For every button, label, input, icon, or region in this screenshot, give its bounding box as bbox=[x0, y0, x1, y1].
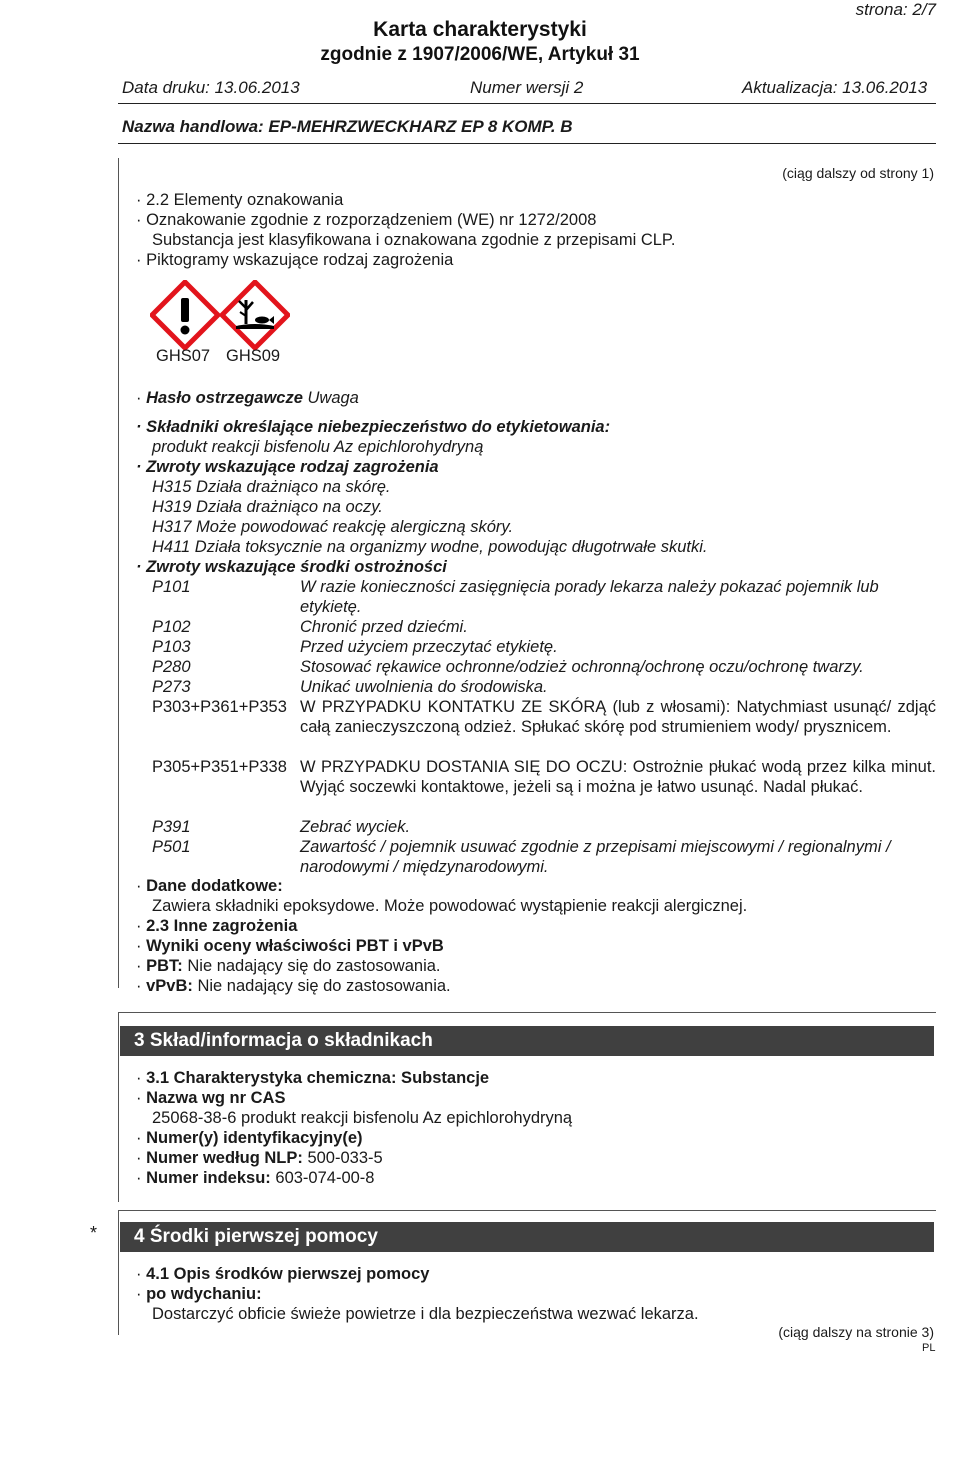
header-divider bbox=[118, 103, 936, 104]
precautionary-statements-label: · Zwroty wskazujące środki ostrożności bbox=[136, 558, 447, 576]
identifiers-label: · Numer(y) identyfikacyjny(e) bbox=[136, 1129, 363, 1147]
p-text: Stosować rękawice ochronne/odzież ochronną/ochronę oczu/ochronę twarzy. bbox=[300, 658, 864, 676]
regulation-line: · Oznakowanie zgodnie z rozporządzeniem (WE) nr 1272/2008 bbox=[136, 211, 597, 229]
p-code: P391 bbox=[152, 818, 191, 836]
continued-to: (ciąg dalszy na stronie 3) bbox=[778, 1324, 934, 1340]
pictograms-label: · Piktogramy wskazujące rodzaj zagrożenia bbox=[136, 251, 454, 269]
section-4-frame-left bbox=[118, 1210, 119, 1335]
p-text: W PRZYPADKU KONTATKU ZE SKÓRĄ (lub z włosami): Natychmiast usunąć/ zdjąć całą zanieczyszczoną odzież. Spłukać skórę pod strumieniem wody/ prysznicem. bbox=[300, 698, 936, 736]
p-code: P305+P351+P338 bbox=[152, 758, 287, 776]
update-date: Aktualizacja: 13.06.2013 bbox=[742, 78, 928, 97]
p-text: Unikać uwolnienia do środowiska. bbox=[300, 678, 548, 696]
inhalation-text: Dostarczyć obficie świeże powietrze i dla bezpieczeństwa wezwać lekarza. bbox=[152, 1305, 699, 1323]
section-2-2-heading: · 2.2 Elementy oznakowania bbox=[136, 191, 344, 209]
additional-data-text: Zawiera składniki epoksydowe. Może powodować wystąpienie reakcji alergicznej. bbox=[152, 897, 748, 915]
p-text: W razie konieczności zasięgnięcia porady lekarza należy pokazać pojemnik lub etykietę. bbox=[300, 578, 879, 616]
pictogram-label-ghs07: GHS07 bbox=[156, 347, 211, 365]
p-code: P273 bbox=[152, 678, 191, 696]
language-code: PL bbox=[922, 1342, 936, 1354]
section-3-frame-top bbox=[118, 1012, 936, 1013]
continued-from: (ciąg dalszy od strony 1) bbox=[782, 165, 934, 181]
signal-word-line: · Hasło ostrzegawcze Uwaga bbox=[136, 389, 359, 407]
section-4-frame-top bbox=[118, 1210, 936, 1211]
hazard-statement: H317 Może powodować reakcję alergiczną skóry. bbox=[152, 518, 514, 536]
document-subtitle: zgodnie z 1907/2006/WE, Artykuł 31 bbox=[320, 44, 640, 65]
section-4-title: 4 Środki pierwszej pomocy bbox=[120, 1222, 934, 1252]
p-code: P303+P361+P353 bbox=[152, 698, 287, 716]
revision-marker: * bbox=[90, 1223, 98, 1243]
pictogram-label-ghs09: GHS09 bbox=[226, 347, 281, 365]
cas-value: 25068-38-6 produkt reakcji bisfenolu Az epichlorohydryną bbox=[152, 1109, 573, 1127]
nlp-number: · Numer według NLP: 500-033-5 bbox=[136, 1149, 383, 1167]
section-3-title: 3 Skład/informacja o składnikach bbox=[120, 1026, 934, 1056]
section-3-frame-left bbox=[118, 1012, 119, 1202]
section-2-3-heading: · 2.3 Inne zagrożenia bbox=[136, 917, 298, 935]
version-number: Numer wersji 2 bbox=[470, 78, 584, 97]
ghs09-environment-icon bbox=[220, 280, 290, 350]
trade-name: Nazwa handlowa: EP-MEHRZWECKHARZ EP 8 KOMP. B bbox=[122, 117, 573, 136]
p-text: Zawartość / pojemnik usuwać zgodnie z przepisami miejscowymi / regionalnymi / narodowymi / międzynarodowymi. bbox=[300, 838, 891, 876]
cas-label: · Nazwa wg nr CAS bbox=[136, 1089, 286, 1107]
trade-divider bbox=[118, 143, 936, 144]
additional-data-label: · Dane dodatkowe: bbox=[136, 877, 283, 895]
p-code: P501 bbox=[152, 838, 191, 856]
p-code: P102 bbox=[152, 618, 191, 636]
components-label: · Składniki określające niebezpieczeństwo do etykietowania: bbox=[136, 418, 611, 436]
chemical-characterization: · 3.1 Charakterystyka chemiczna: Substancje bbox=[136, 1069, 490, 1087]
ghs07-exclamation-icon bbox=[150, 280, 220, 350]
document-title: Karta charakterystyki bbox=[373, 18, 587, 41]
hazard-statements-label: · Zwroty wskazujące rodzaj zagrożenia bbox=[136, 458, 439, 476]
hazard-statement: H411 Działa toksycznie na organizmy wodne, powodując długotrwałe skutki. bbox=[152, 538, 708, 556]
page-number: strona: 2/7 bbox=[855, 0, 936, 19]
hazard-statement: H315 Działa drażniąco na skórę. bbox=[152, 478, 391, 496]
p-code: P280 bbox=[152, 658, 191, 676]
p-text: W PRZYPADKU DOSTANIA SIĘ DO OCZU: Ostrożnie płukać wodą przez kilka minut. Wyjąć soczewki kontaktowe, jeżeli są i można je łatwo usunąć. Nadal płukać. bbox=[300, 758, 936, 796]
index-number: · Numer indeksu: 603-074-00-8 bbox=[136, 1169, 375, 1187]
inhalation-label: · po wdychaniu: bbox=[136, 1285, 262, 1303]
hazard-statement: H319 Działa drażniąco na oczy. bbox=[152, 498, 383, 516]
pbt-assessment-heading: · Wyniki oceny właściwości PBT i vPvB bbox=[136, 937, 444, 955]
vpvb-line: · vPvB: Nie nadający się do zastosowania. bbox=[136, 977, 451, 995]
print-date: Data druku: 13.06.2013 bbox=[122, 78, 300, 97]
classification-line: Substancja jest klasyfikowana i oznakowana zgodnie z przepisami CLP. bbox=[152, 231, 676, 249]
p-text: Chronić przed dziećmi. bbox=[300, 618, 468, 636]
pbt-line: · PBT: Nie nadający się do zastosowania. bbox=[136, 957, 441, 975]
p-text: Przed użyciem przeczytać etykietę. bbox=[300, 638, 558, 656]
p-code: P103 bbox=[152, 638, 191, 656]
p-text: Zebrać wyciek. bbox=[300, 818, 411, 836]
p-code: P101 bbox=[152, 578, 191, 596]
first-aid-description: · 4.1 Opis środków pierwszej pomocy bbox=[136, 1265, 430, 1283]
section-frame-left bbox=[118, 158, 119, 988]
component-name: produkt reakcji bisfenolu Az epichlorohydryną bbox=[152, 438, 484, 456]
